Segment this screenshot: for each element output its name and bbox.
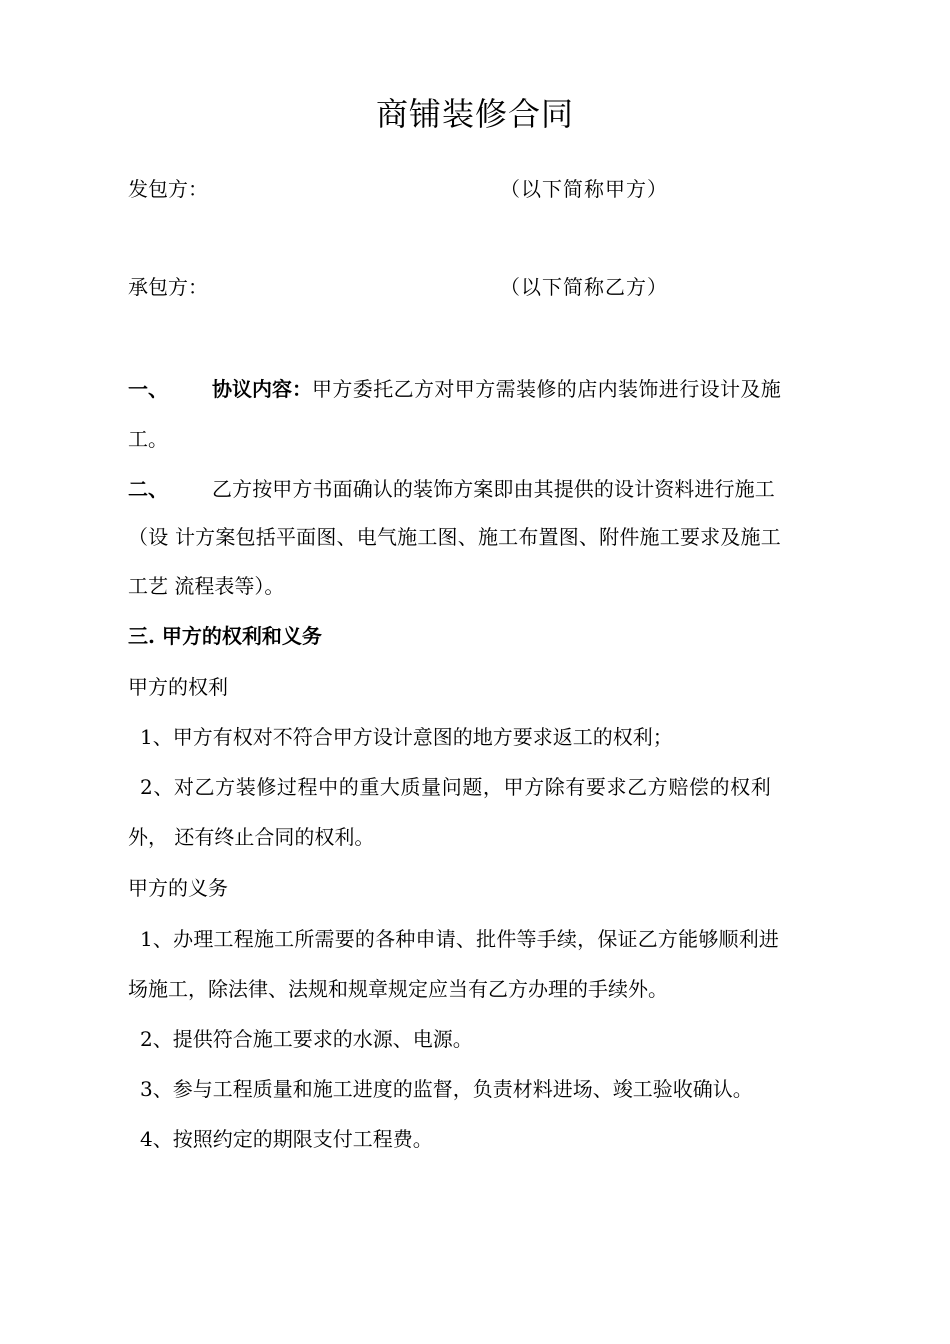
rights-item-2: 2、对乙方装修过程中的重大质量问题，甲方除有要求乙方赔偿的权利: [140, 775, 772, 799]
section1-number: 一、: [128, 377, 168, 401]
duties-item-1-cont: 场施工，除法律、法规和规章规定应当有乙方办理的手续外。: [128, 977, 668, 1001]
duties-item-2: 2、提供符合施工要求的水源、电源。: [140, 1027, 473, 1051]
rights-item-2-cont: 外， 还有终止合同的权利。: [128, 825, 375, 849]
section1-line1: [128, 376, 863, 402]
party-b-label: 承包方：: [128, 275, 208, 299]
rights-heading: 甲方的权利: [128, 675, 228, 699]
party-a-note: （以下简称甲方）: [500, 177, 668, 201]
section1-text: 甲方委托乙方对甲方需装修的店内装饰进行设计及施: [312, 377, 782, 401]
section2-text: 乙方按甲方书面确认的装饰方案即由其提供的设计资料进行施工: [212, 477, 775, 501]
rights-item-1: 1、甲方有权对不符合甲方设计意图的地方要求返工的权利；: [140, 725, 673, 749]
duties-heading: 甲方的义务: [128, 876, 228, 900]
section3-heading: 三. 甲方的权利和义务: [128, 624, 322, 648]
duties-item-3: 3、参与工程质量和施工进度的监督，负责材料进场、竣工验收确认。: [140, 1077, 753, 1101]
section1-line2: 工。: [128, 427, 168, 451]
section2-line2: （设 计方案包括平面图、电气施工图、施工布置图、附件施工要求及施工: [128, 525, 781, 549]
party-b-note: （以下简称乙方）: [500, 275, 668, 299]
duties-item-1: 1、办理工程施工所需要的各种申请、批件等手续，保证乙方能够顺利进: [140, 927, 780, 951]
section1-heading: 协议内容：: [212, 377, 312, 401]
section2-line1: [128, 476, 863, 502]
party-a-label: 发包方：: [128, 177, 208, 201]
page-title: 商铺装修合同: [375, 95, 574, 133]
duties-item-4: 4、按照约定的期限支付工程费。: [140, 1127, 433, 1151]
section2-number: 二、: [128, 477, 168, 501]
section2-line3: 工艺 流程表等）。: [128, 574, 285, 598]
